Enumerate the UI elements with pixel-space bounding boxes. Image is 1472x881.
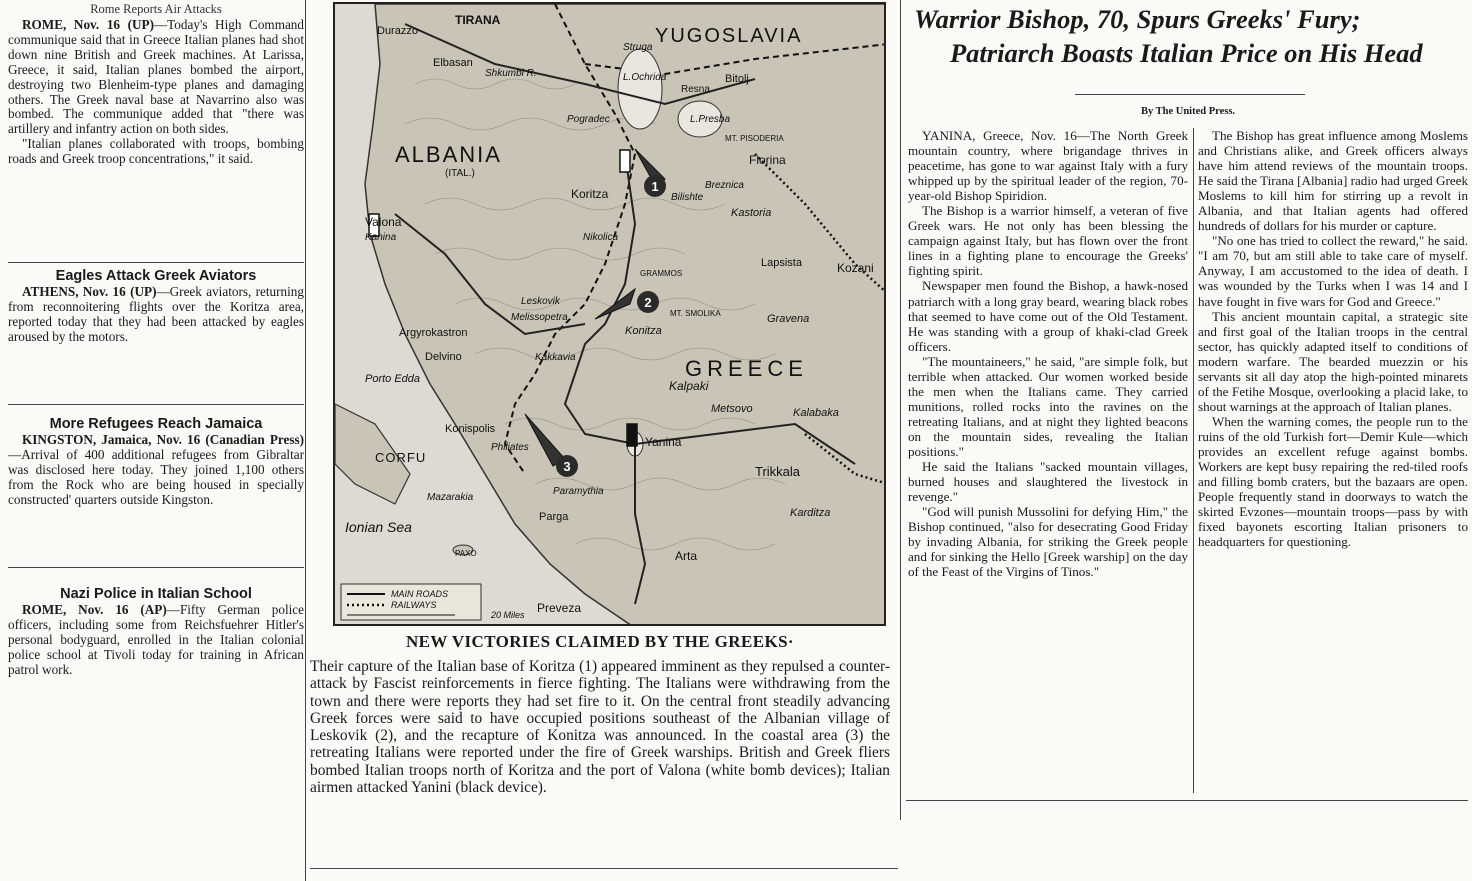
map-label-kanina: Kanina <box>365 232 397 243</box>
story-paragraph: Newspaper men found the Bishop, a hawk-nosed patriarch with a long gray beard, wearing black robes that seemed to have come out of the Old Testament. He was standing with a group of khaki-clad Greek officers. <box>908 278 1188 354</box>
map-label-greece: GREECE <box>685 356 808 381</box>
story-paragraph: —Greek aviators, returning from reconnoitering flights over the Koritza area, reported today that they had been attacked by eagles aroused by the motors. <box>8 284 304 344</box>
map-label-nikolica: Nikolica <box>583 232 619 243</box>
map-label-corfu: CORFU <box>375 450 427 465</box>
story-headline: Eagles Attack Greek Aviators <box>55 268 257 284</box>
map-label-resna: Resna <box>681 84 710 95</box>
headline-line-2: Patriarch Boasts Italian Price on His Head <box>950 38 1423 68</box>
map-label-shkumbi: Shkumbi R. <box>485 68 537 79</box>
map-label-tirana: TIRANA <box>455 13 501 27</box>
legend-scale: 20 Miles <box>491 610 525 620</box>
map-label-kozani: Kozani <box>837 261 874 275</box>
map-label-kalabaka: Kalabaka <box>793 407 839 419</box>
legend-main-roads: MAIN ROADS <box>391 589 449 599</box>
map-label-presba: L.Presba <box>690 114 731 125</box>
map-label-delvino: Delvino <box>425 351 462 363</box>
rule-left-map <box>305 0 306 881</box>
map-label-albania: ALBANIA <box>395 142 502 167</box>
story-paragraph: The Bishop has great influence among Moslems and Christians alike, and Greek officers always have him attend reviews of the mountain troops. He said the Tirana [Albania] radio had urged Greek Moslems to kill him for stirring up a revolt in Albania, and that Italian agents had offered hundreds of dollars for his murder or capture. <box>1198 128 1468 234</box>
map-label-konispolis: Konispolis <box>445 423 496 435</box>
story-paragraph: "No one has tried to collect the reward," he said. "I am 70, but am still able to take care of myself. Anyway, I am accustomed to the idea of death. I was wounded by the Turks when I was 14 and I have fought in five wars for God and Greece." <box>1198 233 1468 309</box>
map-label-lapsista: Lapsista <box>761 257 802 269</box>
svg-text:3: 3 <box>563 459 571 474</box>
map-label-ochrida: L.Ochrida <box>623 72 667 83</box>
map-label-trikkala: Trikkala <box>755 464 801 479</box>
map-label-florina: Florina <box>749 153 786 167</box>
map-label-arta: Arta <box>675 549 698 563</box>
map-label-ionian-sea-1: Ionian Sea <box>345 519 412 535</box>
main-story-column-2 <box>1198 128 1468 549</box>
map-label-bitolj: Bitolj <box>725 73 749 85</box>
map-label-metsovo: Metsovo <box>711 403 753 415</box>
map-story-body: Their capture of the Italian base of Koritza (1) appeared imminent as they repulsed a counter-attack by Fascist reinforcements in fierce fighting. The Italians were withdrawing from the town and there were reports they had set fire to it. On the central front steadily advancing Greek forces were said to have occupied positions southeast of the Albanian village of Leskovik (2), and the recapture of Konitza was announced. In the coastal area (3) the retreating Italians were reported under the fire of Greek warships. British and Greek fliers bombed Italian troops north of Koritza and the port of Valona (white bomb devices); Italian airmen attacked Yanini (black device). <box>310 658 890 797</box>
map-label-paxo: PAXO <box>455 549 477 558</box>
story-paragraph: "The mountaineers," he said, "are simple folk, but terrible when attacked. Our women worked beside the men when the Italians came. They carried munitions, rolled rocks into the ravines on the retreating Italians, and at night they lighted beacons on the mountain sides, revealing the Italian positions." <box>908 353 1188 459</box>
map-label-grammos: GRAMMOS <box>640 269 683 278</box>
map-label-elbasan: Elbasan <box>433 57 473 69</box>
map-label-durazzo: Durazzo <box>377 25 418 37</box>
map-label-yugoslavia: YUGOSLAVIA <box>655 25 803 47</box>
map-label-bilishte: Bilishte <box>671 192 704 203</box>
story-dateline: ATHENS, Nov. 16 (UP) <box>22 284 157 299</box>
legend-railways: RAILWAYS <box>391 600 437 610</box>
story-nazi-police <box>8 586 304 678</box>
map-label-mazarakia: Mazarakia <box>427 492 474 503</box>
map-label-pogradec: Pogradec <box>567 114 610 125</box>
map-label-parga: Parga <box>539 511 569 523</box>
rule-caption-bottom <box>310 868 898 869</box>
story-paragraph: The Bishop is a warrior himself, a veteran of five Greek wars. He not only has been blessing the campaign against Italy, but has flown over the front lines in a fighting plane to encourage the Greeks' fighting spirit. <box>908 203 1188 279</box>
map-label-kastoria: Kastoria <box>731 207 772 219</box>
story-dateline: ROME, Nov. 16 (AP) <box>22 602 167 617</box>
map-label-struga: Struga <box>623 42 653 53</box>
story-paragraph: —Arrival of 400 additional refugees from Gibraltar was disclosed here today. They joined 1,100 others from the Rock who are being housed in specially constructed' quarters outside Kingston. <box>8 446 304 507</box>
story-paragraph: —Today's High Command communique said that in Greece Italian planes had shot down nine British and Greek machines. At Larissa, Greece, it said, Italian planes bombed the airport, destroying two Blenheim-type planes and damaging others. The Greek naval base at Navarrino also was bombed. The communique added that "there was artillery and infantry action on both sides. <box>8 17 304 137</box>
map-label-porto-edda: Porto Edda <box>365 373 421 385</box>
marker-leskovik <box>637 291 659 313</box>
map-label-philiates: Philiates <box>491 442 529 453</box>
story-paragraph: —Fifty German police officers, including some from Reichsfuehrer Hitler's personal bodyguard, enrolled in the Italian colonial police school at Tivoli today for training in African patrol work. <box>8 602 305 677</box>
story-paragraph: He said the Italians "sacked mountain villages, burned houses and slaughtered the livestock in revenge." <box>908 459 1188 505</box>
svg-text:2: 2 <box>644 295 652 310</box>
map-label-leskovik: Leskovik <box>521 296 560 307</box>
marker-koritza <box>644 175 666 197</box>
map-label-kakkavia: Kakkavia <box>535 352 576 363</box>
story-paragraph: YANINA, Greece, Nov. 16—The North Greek mountain country, where brigandage thrives in peacetime, has gone to war against Italy with a fury whipped up by the spiritual leader of the region, 70-year-old Bishop Spiridion. <box>908 128 1188 204</box>
story-eagles <box>8 268 304 408</box>
rule-map-right <box>900 0 901 820</box>
map-label-paramythia: Paramythia <box>553 486 604 497</box>
story-refugees <box>8 416 304 580</box>
map-label-pisoderia: MT. PISODERIA <box>725 134 784 143</box>
svg-text:1: 1 <box>651 179 659 194</box>
story-paragraph: "Italian planes collaborated with troops, bombing roads and Greek troop concentrations," it said. <box>8 136 304 167</box>
rule-right-inner <box>1193 128 1194 793</box>
map-label-breznica: Breznica <box>705 180 744 191</box>
map-label-ital: (ITAL.) <box>445 168 475 179</box>
map-label-preveza: Preveza <box>537 601 582 615</box>
map-label-gravena: Gravena <box>767 313 810 325</box>
headline-line-1: Warrior Bishop, 70, Spurs Greeks' Fury; <box>914 4 1361 34</box>
story-headline: More Refugees Reach Jamaica <box>49 416 263 432</box>
map-label-kalpaki: Kalpaki <box>669 379 709 393</box>
black-bomb-icon <box>627 424 637 446</box>
map-label-konitza: Konitza <box>625 325 662 337</box>
white-bomb-icon <box>620 150 630 172</box>
balkan-front-map <box>333 2 886 626</box>
story-dateline: ROME, Nov. 16 (UP) <box>22 17 154 32</box>
story-paragraph: "God will punish Mussolini for defying Him," the Bishop continued, "also for desecrating Good Friday by invading Albania, for striking the Greek people and for sinking the Hello [Greek warship] on the day of the Feast of the Virgins of Tinos." <box>908 504 1188 580</box>
story-air-attacks <box>8 2 304 262</box>
map-story-title: NEW VICTORIES CLAIMED BY THE GREEKS· <box>405 632 795 651</box>
byline: By The United Press. <box>1140 106 1236 117</box>
story-paragraph: When the warning comes, the people run to the ruins of the old Turkish fort—Demir Kule—which provides an excellent refuge against bombs. Workers are kept busy repairing the red-tiled roofs and filling bomb craters, but the bazaars are open. People frequently stand in doorways to watch the skirted Evzones—mountain troops—pass by with fixed bayonets escorting Italian prisoners to headquarters for questioning. <box>1198 413 1468 550</box>
story-headline: Rome Reports Air Attacks <box>90 2 222 16</box>
rule-under-headline <box>1075 94 1305 95</box>
story-dateline: KINGSTON, Jamaica, Nov. 16 (Canadian Press) <box>22 432 304 447</box>
map-label-koritza: Koritza <box>571 187 609 201</box>
map-label-argyrokastron: Argyrokastron <box>399 327 468 339</box>
main-headline <box>906 2 1470 70</box>
marker-coastal <box>556 455 578 477</box>
main-story-column-1 <box>908 128 1188 579</box>
map-label-valona: Valona <box>365 215 402 229</box>
map-label-smolika: MT. SMOLIKA <box>670 309 721 318</box>
left-column <box>8 0 304 678</box>
map-label-karditza: Karditza <box>790 507 831 519</box>
map-label-yanina: Yanina <box>645 435 682 449</box>
map-label-melissopetra: Melissopetra <box>511 312 568 323</box>
story-paragraph: This ancient mountain capital, a strategic site and first goal of the Italian troops in the central sector, has quickly adapted itself to conditions of modern warfare. The bearded muezzin or his servants sit all day atop the high-pointed minarets of the Fetihe Mosque, overlooking a placid lake, to shout warnings at the approach of Italian planes. <box>1198 308 1468 414</box>
story-headline: Nazi Police in Italian School <box>60 586 252 602</box>
rule-right-bottom <box>906 800 1468 801</box>
